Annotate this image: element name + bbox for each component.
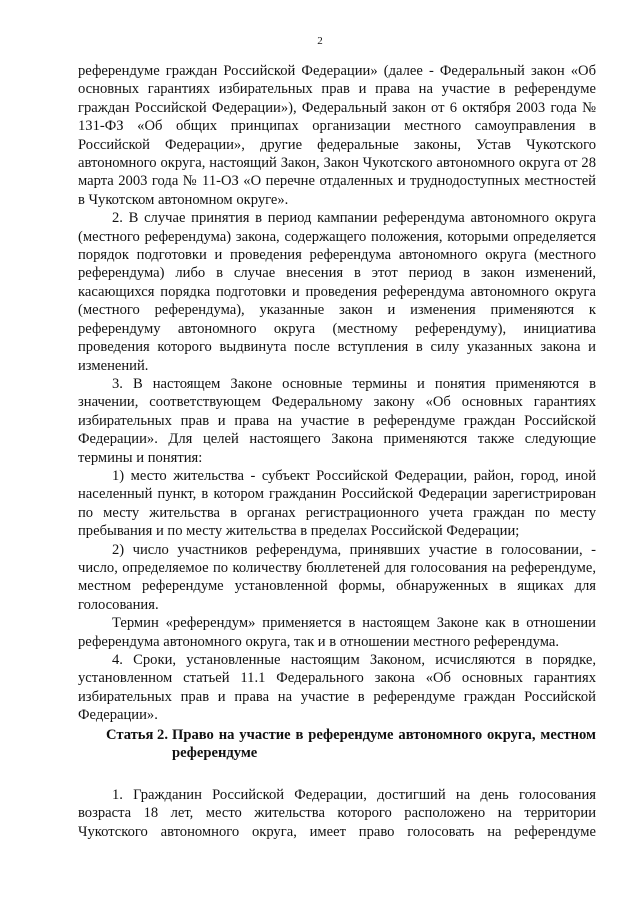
- paragraph-clause-4: 4. Сроки, установленные настоящим Законом, исчисляются в порядке, установленном статьей 11.1 Федерального закона «Об основных гарантиях избирательных прав и права на участие в референдуме граждан Российской Федерации».: [78, 652, 596, 724]
- article-number: Статья 2.: [106, 727, 168, 743]
- article-2-paragraph-1: 1. Гражданин Российской Федерации, достигший на день голосования возраста 18 лет, место жительства которого расположено на территории Чукотского автономного округа, имеет право голосовать на референдуме: [78, 787, 596, 840]
- paragraph-clause-3: 3. В настоящем Законе основные термины и понятия применяются в значении, соответствующем Федеральному закону «Об основных гарантиях избирательных прав и права на участие в референдуме граждан Российской Федерации». Для целей настоящего Закона применяются также следующие термины и понятия:: [78, 375, 596, 466]
- paragraph-1-continuation: референдуме граждан Российской Федерации» (далее - Федеральный закон «Об основных гарантиях избирательных прав и права на участие в референдуме граждан Российской Федерации»), Федеральный закон от 6 октября 2003 года № 131-ФЗ «Об общих принципах организации местного самоуправления в Российской Федерации», другие федеральные законы, Устав Чукотского автономного округа, настоящий Закон, Закон Чукотского автономного округа от 28 марта 2003 года № 11-ОЗ «О перечне отдаленных и труднодоступных местностей в Чукотском автономном округе».: [78, 63, 596, 208]
- article-2-heading: [106, 726, 596, 763]
- article-title: Право на участие в референдуме автономного округа, местном референдуме: [172, 727, 596, 762]
- paragraph-term-2: 2) число участников референдума, принявших участие в голосовании, - число, определяемое по количеству бюллетеней для голосования на референдуме, местном референдуме установленной формы, обнаруженных в ящиках для голосования.: [78, 541, 596, 613]
- paragraph-clause-2: 2. В случае принятия в период кампании референдума автономного округа (местного референдума) закона, содержащего положения, которыми определяется порядок подготовки и проведения референдума автономного округа (местного референдума) либо в случае внесения в этот период в закон изменений, касающихся порядка подготовки и проведения референдума автономного округа (местного референдума), указанные закон и изменения применяются к референдуму автономного округа (местному референдуму), инициатива проведения которого выдвинута после вступления в силу указанных закона и изменений.: [78, 210, 596, 374]
- article-1-continuation: [78, 62, 596, 725]
- paragraph-term-referendum: Термин «референдум» применяется в настоящем Законе как в отношении референдума автономного округа, так и в отношении местного референдума.: [78, 615, 596, 650]
- page-number: 2: [317, 35, 323, 47]
- paragraph-term-1: 1) место жительства - субъект Российской Федерации, район, город, иной населенный пункт, в котором гражданин Российской Федерации зарегистрирован по месту жительства в органах регистрационного учета граждан по месту пребывания и по месту жительства в пределах Российской Федерации;: [78, 467, 596, 540]
- article-2-body: [78, 786, 596, 841]
